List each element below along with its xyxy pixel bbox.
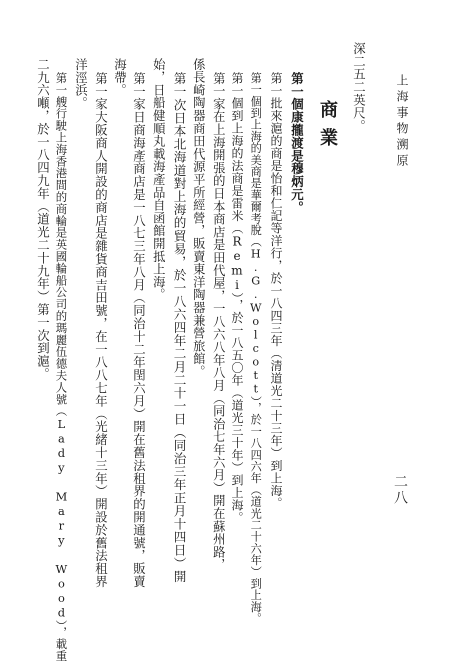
column-c2: 第一個康攏渡是穆炳元。: [289, 72, 305, 214]
column-c14: 第一艘行駛上海香港間的商輪是英國輪船公司的瑪麗伍德夫人號（Lady Mary Wood），載重: [54, 72, 69, 662]
column-c11: 海帶。: [112, 58, 128, 97]
column-c1: 深二五二英尺。: [351, 42, 367, 133]
column-c8: 第一次日本北海道對上海的貿易，於一八六四年二月二十一日（同治三年正月十四日）開: [171, 72, 187, 583]
column-c4: 第一個到上海的美商是華爾考脫（H.G.Wolcott），於一八四六年（道光二十六年）到上海。: [249, 72, 263, 625]
column-c12: 第一家大阪商人開設的商店是雜貨商吉田號，在一八八七年（光緒十三年）開設於舊法租界: [93, 72, 109, 588]
column-c15: 二九六噸，於一八四九年（道光二十九年）第一次到滬。: [35, 58, 51, 381]
running-title: 上海事物溯原: [395, 74, 409, 170]
page-number: 二八: [392, 474, 408, 506]
column-c9: 始，日船健順丸載海產品自函館開抵上海。: [151, 58, 166, 302]
column-c6: 第一家在上海開張的日本商店是田代屋，一八六八年八月（同治七年六月）開在蘇州路，: [211, 72, 226, 572]
column-c13: 洋涇浜。: [73, 58, 89, 110]
column-c5: 第一個到上海的法商是雷米（Remi），於一八五〇年（道光三十年）到上海。: [230, 72, 244, 524]
column-c3: 第一批來滬的商是怡和仁記等洋行，於一八四三年（清道光二十三年）到上海。: [269, 72, 283, 510]
section-title: 商業: [317, 100, 338, 156]
column-c7: 係長崎陶器商田代源平所經營，販賣東洋陶器兼營旅館。: [191, 58, 206, 378]
column-c10: 第一家日商海產商店是一八七三年八月（同治十二年閏六月）開在舊法租界的開通號，販賣: [131, 72, 147, 588]
